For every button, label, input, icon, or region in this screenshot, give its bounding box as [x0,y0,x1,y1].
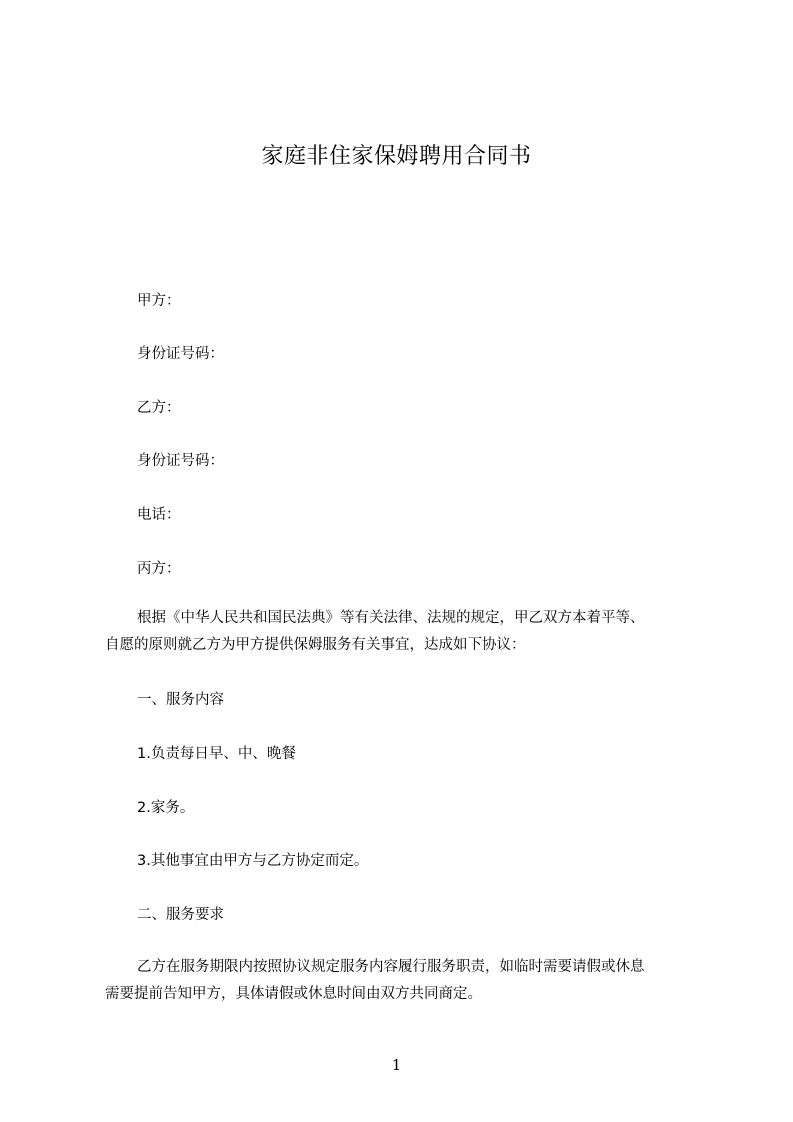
preamble-paragraph [105,605,695,659]
section-2-paragraph [105,954,695,1008]
section-2-heading: 二、服务要求 [137,907,224,923]
party-b-label: 乙方： [137,400,181,416]
page-number: 1 [391,1056,402,1074]
section-1-heading: 一、服务内容 [137,692,224,708]
section-1-item-2: 2.家务。 [137,800,195,816]
party-b-id-label: 身份证号码： [137,453,224,469]
phone-label: 电话： [137,507,181,523]
party-a-id-label: 身份证号码： [137,346,224,362]
section-1-item-1: 1.负责每日早、中、晚餐 [137,746,296,762]
section-2-line-2: 需要提前告知甲方，具体请假或休息时间由双方共同商定。 [105,986,482,1002]
preamble-line-2: 自愿的原则就乙方为甲方提供保姆服务有关事宜，达成如下协议： [105,637,526,653]
party-a-label: 甲方： [137,293,181,309]
document-title: 家庭非住家保姆聘用合同书 [261,144,532,169]
section-1-item-3: 3.其他事宜由甲方与乙方协定而定。 [137,853,369,869]
section-2-line-1: 乙方在服务期限内按照协议规定服务内容履行服务职责，如临时需要请假或休息 [137,959,645,975]
party-c-label: 丙方： [137,561,181,577]
preamble-line-1: 根据《中华人民共和国民法典》等有关法律、法规的规定，甲乙双方本着平等、 [137,610,645,626]
